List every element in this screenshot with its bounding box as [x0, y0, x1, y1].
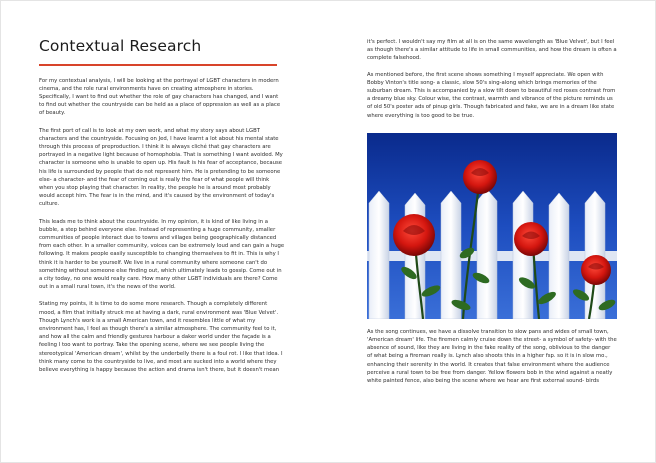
roses-fence-photo: [367, 133, 617, 319]
left-column: [39, 36, 285, 374]
paragraph-countryside: This leads me to think about the countryside. In my opinion, it is kind of like living in a bubble, a step behind everyone else. Instead of representing a huge community, smaller communities of people interact due to towns and villages being geographically distanced from each other. In a smaller community, voices can be extremely loud and can gain a huge following. It makes people easily susceptible to changing themselves to fit in. This is why I think it is harder to be yourself. We live in a rural community where someone can't do something without someone else finding out, which ultimately leads to gossip. Come out in a city today, no one would really care. How many other LGBT individuals are there? Come out in a small rural town, it's the news of the world.: [39, 218, 285, 291]
paragraph-song-continues: As the song continues, we have a dissolve transition to slow pans and wides of small town, 'American dream' life. The firemen calmly cruise down the street- a symbol of safety- with the absence of sound, like they are living in the fake reality of the song, oblivious to the danger of what being a fireman really is. Lynch also shoots this in a higher fsp. so it is in slow mo., enhancing their serenity in the world. It creates that false environment where the audience perceive a rural town to be free from danger. Yellow flowers bob in the wind against a neatly white painted fence, also being the scene where we hear are first external sound- birds: [367, 328, 617, 385]
paragraph-first-scene: As mentioned before, the first scene shows something I myself appreciate. We open with Bobby Vinton's title song- a classic, slow 50's sing-along which brings memories of the suburban dream. This is accompanied by a slow tilt down to beautiful red roses contrast from a dreamy blue sky. Colour wise, the contrast, warmth and vibrance of the picture reminds us of old 50's poster ads of pinup girls. Though fabricated and fake, we are in a dream like state where everything is too good to be true.: [367, 71, 616, 119]
paragraph-continued: it's perfect. I wouldn't say my film at all is on the same wavelength as 'Blue Velvet', but I feel as though there's a similar attitude to life in small communities, and how the dream is often a complete falsehood.: [367, 39, 617, 62]
title-underline: [39, 64, 277, 66]
paragraph-blue-velvet: Stating my points, it is time to do some more research. Though a completely different mood, a film that initially struck me at having a dark, rural environment was 'Blue Velvet'. Though Lynch's work is a small American town, and it resembles little of what my environment has, I feel as though there's a similar atmosphere. The community feel to it, and how all the calm and friendly gestures harbour a daker world under the façade is a feeling I too want to portray. Take the opening scene, where we see people living the stereotypical 'American dream', whilst by the underbelly there is a foul rot. I like that idea. I think many come to the countryside to live, and most are sucked into a world where they believe everything is happy because the action and drama isn't there, but it doesn't mean: [39, 301, 283, 373]
paragraph-intro: For my contextual analysis, I will be looking at the portrayal of LGBT characters in modern cinema, and the role rural environments have on creating atmosphere in stories. Specifically, I want to find out whether the role of gay characters has changed, and I want to find out whether the countryside can be held as a place of oppression as well as a place of beauty.: [39, 77, 281, 117]
paragraph-own-work: The first port of call is to look at my own work, and what my story says about LGBT characters and the countryside. Focusing on Jed, I have learnt a lot about his mental state through this process of preproduction. I think it is always cliché that gay characters are portrayed in a negative light because of homophobia. That is something I want avoided. My character is someone who is unable to open up. His fault is his fear of acceptance, because his life is surrounded by people that do not represent him. He is pretending to be someone else- a character- and the fear of coming out is really the fear of what people will think when you stop playing that character. In reality, the people he is around most probably would accept him. The fear is in the mind, and it's caused by the environment of today's culture.: [39, 127, 283, 208]
page-title: Contextual Research: [39, 37, 202, 55]
right-column: [367, 38, 617, 385]
